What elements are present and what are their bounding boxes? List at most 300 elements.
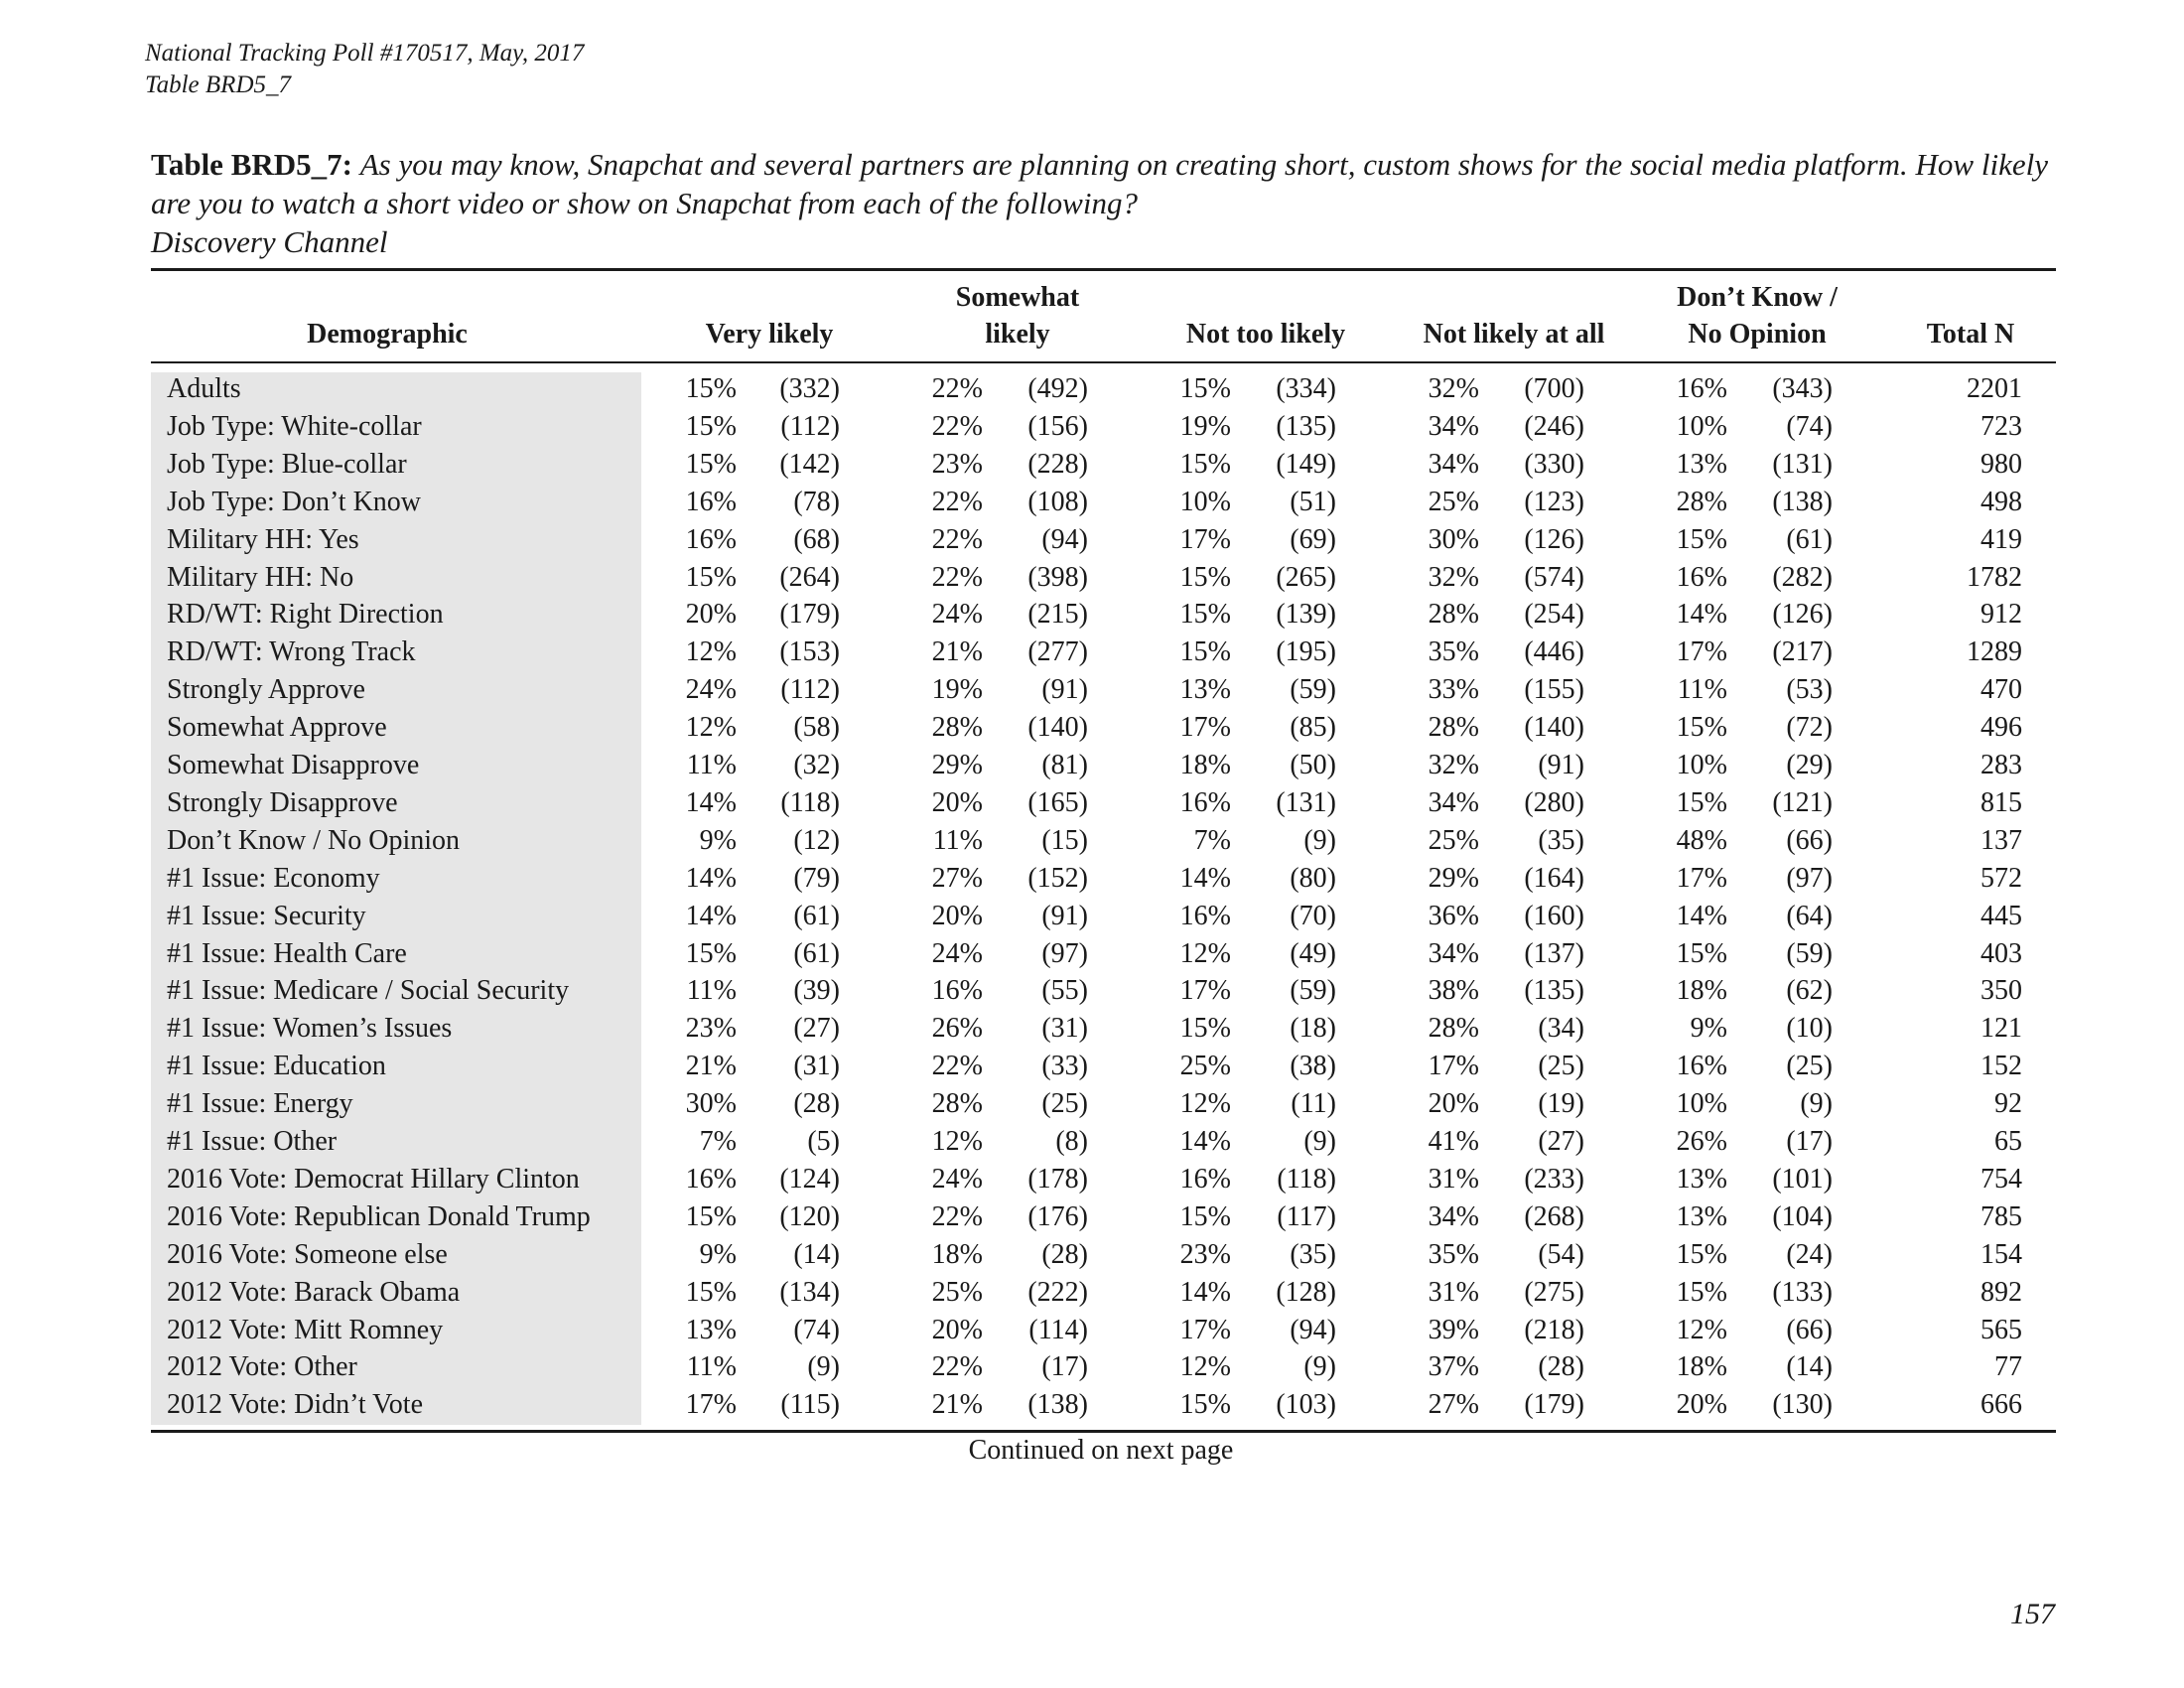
not-too-likely-pct: 12% bbox=[1179, 1351, 1231, 1383]
somewhat-likely-n: (156) bbox=[1027, 410, 1088, 442]
row-label: Adults bbox=[167, 373, 241, 404]
not-likely-at-all-n: (140) bbox=[1524, 712, 1584, 744]
not-likely-at-all-n: (28) bbox=[1538, 1351, 1584, 1383]
not-likely-at-all-n: (268) bbox=[1524, 1200, 1584, 1232]
total-n-value: 565 bbox=[1980, 1314, 2022, 1345]
dont-know-pct: 11% bbox=[1677, 674, 1727, 706]
very-likely-pct: 11% bbox=[686, 975, 737, 1007]
not-likely-at-all-n: (164) bbox=[1524, 862, 1584, 894]
somewhat-likely-n: (108) bbox=[1027, 486, 1088, 517]
not-too-likely-n: (117) bbox=[1277, 1200, 1336, 1232]
not-too-likely-pct: 17% bbox=[1179, 975, 1231, 1007]
not-likely-at-all-n: (218) bbox=[1524, 1314, 1584, 1345]
not-likely-at-all-n: (137) bbox=[1524, 937, 1584, 969]
not-too-likely-n: (103) bbox=[1276, 1389, 1336, 1421]
not-too-likely-pct: 14% bbox=[1179, 862, 1231, 894]
dont-know-pct: 16% bbox=[1676, 1051, 1727, 1082]
dont-know-pct: 14% bbox=[1676, 599, 1727, 631]
not-too-likely-n: (11) bbox=[1291, 1088, 1336, 1120]
row-label: #1 Issue: Women’s Issues bbox=[167, 1013, 453, 1045]
col-dont-know-line2: No Opinion bbox=[1688, 319, 1827, 350]
somewhat-likely-pct: 19% bbox=[931, 674, 983, 706]
table-row bbox=[0, 935, 2184, 973]
table-row bbox=[0, 822, 2184, 860]
not-too-likely-pct: 16% bbox=[1179, 786, 1231, 818]
very-likely-pct: 16% bbox=[685, 1163, 737, 1195]
total-n-value: 137 bbox=[1980, 824, 2022, 856]
total-n-value: 723 bbox=[1980, 410, 2022, 442]
total-n-value: 498 bbox=[1980, 486, 2022, 517]
very-likely-pct: 15% bbox=[685, 1276, 737, 1308]
col-somewhat-likely-line2: likely bbox=[985, 319, 1050, 350]
not-likely-at-all-n: (91) bbox=[1538, 750, 1584, 780]
not-too-likely-n: (9) bbox=[1303, 1126, 1336, 1157]
row-label: Strongly Approve bbox=[167, 674, 365, 706]
very-likely-n: (74) bbox=[793, 1314, 840, 1345]
dont-know-n: (29) bbox=[1786, 750, 1833, 780]
not-too-likely-pct: 14% bbox=[1179, 1126, 1231, 1157]
somewhat-likely-pct: 21% bbox=[931, 636, 983, 668]
not-likely-at-all-pct: 41% bbox=[1428, 1126, 1479, 1157]
table-caption bbox=[151, 145, 2067, 261]
dont-know-n: (9) bbox=[1800, 1088, 1833, 1120]
very-likely-pct: 20% bbox=[685, 599, 737, 631]
not-too-likely-n: (69) bbox=[1290, 523, 1336, 555]
dont-know-pct: 10% bbox=[1676, 410, 1727, 442]
col-not-too-likely: Not too likely bbox=[1185, 319, 1346, 350]
somewhat-likely-pct: 28% bbox=[931, 1088, 983, 1120]
not-too-likely-pct: 12% bbox=[1179, 937, 1231, 969]
dont-know-n: (121) bbox=[1772, 786, 1833, 818]
caption-subtitle: Discovery Channel bbox=[151, 224, 388, 259]
total-n-value: 470 bbox=[1980, 674, 2022, 706]
row-label: Military HH: No bbox=[167, 561, 354, 593]
not-likely-at-all-pct: 35% bbox=[1428, 636, 1479, 668]
header-rule bbox=[151, 361, 2056, 363]
not-likely-at-all-pct: 34% bbox=[1428, 937, 1479, 969]
row-label: Military HH: Yes bbox=[167, 523, 359, 555]
somewhat-likely-n: (33) bbox=[1041, 1051, 1088, 1082]
not-likely-at-all-n: (19) bbox=[1538, 1088, 1584, 1120]
table-id: Table BRD5_7 bbox=[145, 71, 291, 98]
not-likely-at-all-pct: 27% bbox=[1428, 1389, 1479, 1421]
col-dont-know-line1: Don’t Know / bbox=[1677, 282, 1838, 313]
total-n-value: 815 bbox=[1980, 786, 2022, 818]
table-row bbox=[0, 596, 2184, 633]
dont-know-n: (282) bbox=[1772, 561, 1833, 593]
not-too-likely-n: (334) bbox=[1276, 373, 1336, 404]
not-too-likely-n: (131) bbox=[1276, 786, 1336, 818]
row-label: #1 Issue: Health Care bbox=[167, 937, 407, 969]
very-likely-n: (9) bbox=[807, 1351, 840, 1383]
very-likely-n: (134) bbox=[779, 1276, 840, 1308]
not-too-likely-pct: 17% bbox=[1179, 523, 1231, 555]
somewhat-likely-n: (492) bbox=[1027, 373, 1088, 404]
dont-know-pct: 17% bbox=[1676, 636, 1727, 668]
row-label: 2012 Vote: Mitt Romney bbox=[167, 1314, 444, 1345]
somewhat-likely-pct: 22% bbox=[931, 486, 983, 517]
dont-know-pct: 15% bbox=[1676, 786, 1727, 818]
somewhat-likely-n: (140) bbox=[1027, 712, 1088, 744]
dont-know-pct: 18% bbox=[1676, 1351, 1727, 1383]
somewhat-likely-n: (55) bbox=[1041, 975, 1088, 1007]
somewhat-likely-pct: 11% bbox=[932, 824, 983, 856]
not-likely-at-all-n: (280) bbox=[1524, 786, 1584, 818]
somewhat-likely-pct: 22% bbox=[931, 373, 983, 404]
not-too-likely-pct: 12% bbox=[1179, 1088, 1231, 1120]
somewhat-likely-n: (94) bbox=[1041, 523, 1088, 555]
somewhat-likely-n: (222) bbox=[1027, 1276, 1088, 1308]
row-label: #1 Issue: Security bbox=[167, 900, 366, 931]
dont-know-pct: 15% bbox=[1676, 937, 1727, 969]
table-row bbox=[0, 1048, 2184, 1085]
somewhat-likely-pct: 22% bbox=[931, 410, 983, 442]
somewhat-likely-n: (17) bbox=[1041, 1351, 1088, 1383]
not-too-likely-n: (80) bbox=[1290, 862, 1336, 894]
dont-know-pct: 20% bbox=[1676, 1389, 1727, 1421]
very-likely-pct: 15% bbox=[685, 410, 737, 442]
dont-know-pct: 16% bbox=[1676, 561, 1727, 593]
very-likely-n: (61) bbox=[793, 900, 840, 931]
very-likely-pct: 15% bbox=[685, 1200, 737, 1232]
dont-know-pct: 28% bbox=[1676, 486, 1727, 517]
dont-know-pct: 15% bbox=[1676, 523, 1727, 555]
table-row bbox=[0, 860, 2184, 898]
caption-question: As you may know, Snapchat and several partners are planning on creating short, custom shows for the social media platform. How likely are you to watch a short video or show on Snapchat from each of the following? bbox=[151, 147, 2048, 220]
not-likely-at-all-n: (135) bbox=[1524, 975, 1584, 1007]
not-too-likely-pct: 15% bbox=[1179, 636, 1231, 668]
total-n-value: 65 bbox=[1994, 1126, 2022, 1157]
somewhat-likely-n: (91) bbox=[1041, 674, 1088, 706]
somewhat-likely-pct: 24% bbox=[931, 937, 983, 969]
somewhat-likely-n: (8) bbox=[1055, 1126, 1088, 1157]
very-likely-n: (264) bbox=[779, 561, 840, 593]
row-label: Strongly Disapprove bbox=[167, 786, 398, 818]
dont-know-pct: 48% bbox=[1676, 824, 1727, 856]
row-label: Somewhat Disapprove bbox=[167, 750, 420, 780]
dont-know-pct: 13% bbox=[1676, 1163, 1727, 1195]
not-too-likely-n: (35) bbox=[1290, 1238, 1336, 1270]
not-likely-at-all-pct: 35% bbox=[1428, 1238, 1479, 1270]
somewhat-likely-pct: 24% bbox=[931, 599, 983, 631]
col-total-n: Total N bbox=[1926, 319, 2015, 350]
not-likely-at-all-n: (35) bbox=[1538, 824, 1584, 856]
table-row bbox=[0, 633, 2184, 671]
row-label: #1 Issue: Economy bbox=[167, 862, 380, 894]
table-row bbox=[0, 1161, 2184, 1198]
somewhat-likely-n: (176) bbox=[1027, 1200, 1088, 1232]
not-too-likely-pct: 15% bbox=[1179, 1389, 1231, 1421]
not-likely-at-all-n: (330) bbox=[1524, 448, 1584, 480]
not-too-likely-n: (49) bbox=[1290, 937, 1336, 969]
not-too-likely-n: (51) bbox=[1290, 486, 1336, 517]
very-likely-pct: 15% bbox=[685, 937, 737, 969]
not-too-likely-n: (50) bbox=[1290, 750, 1336, 780]
not-likely-at-all-pct: 29% bbox=[1428, 862, 1479, 894]
table-row bbox=[0, 370, 2184, 408]
somewhat-likely-n: (81) bbox=[1041, 750, 1088, 780]
very-likely-pct: 14% bbox=[685, 786, 737, 818]
not-too-likely-n: (9) bbox=[1303, 1351, 1336, 1383]
somewhat-likely-n: (138) bbox=[1027, 1389, 1088, 1421]
table-row bbox=[0, 784, 2184, 822]
not-too-likely-pct: 25% bbox=[1179, 1051, 1231, 1082]
col-somewhat-likely-line1: Somewhat bbox=[955, 282, 1080, 313]
very-likely-n: (153) bbox=[779, 636, 840, 668]
col-not-likely-at-all: Not likely at all bbox=[1423, 319, 1605, 350]
table-row bbox=[0, 972, 2184, 1010]
row-label: Job Type: White-collar bbox=[167, 410, 422, 442]
dont-know-pct: 13% bbox=[1676, 1200, 1727, 1232]
very-likely-pct: 9% bbox=[699, 1238, 737, 1270]
somewhat-likely-n: (398) bbox=[1027, 561, 1088, 593]
dont-know-n: (66) bbox=[1786, 1314, 1833, 1345]
somewhat-likely-n: (25) bbox=[1041, 1088, 1088, 1120]
not-likely-at-all-n: (155) bbox=[1524, 674, 1584, 706]
very-likely-pct: 14% bbox=[685, 862, 737, 894]
not-too-likely-n: (70) bbox=[1290, 900, 1336, 931]
total-n-value: 785 bbox=[1980, 1200, 2022, 1232]
not-too-likely-n: (59) bbox=[1290, 674, 1336, 706]
very-likely-n: (68) bbox=[793, 523, 840, 555]
table-row bbox=[0, 1348, 2184, 1386]
somewhat-likely-pct: 25% bbox=[931, 1276, 983, 1308]
total-n-value: 154 bbox=[1980, 1238, 2022, 1270]
total-n-value: 496 bbox=[1980, 712, 2022, 744]
somewhat-likely-n: (228) bbox=[1027, 448, 1088, 480]
dont-know-n: (138) bbox=[1772, 486, 1833, 517]
page-number: 157 bbox=[2010, 1598, 2055, 1630]
not-likely-at-all-pct: 34% bbox=[1428, 786, 1479, 818]
dont-know-pct: 15% bbox=[1676, 1238, 1727, 1270]
somewhat-likely-n: (28) bbox=[1041, 1238, 1088, 1270]
dont-know-pct: 18% bbox=[1676, 975, 1727, 1007]
not-likely-at-all-n: (54) bbox=[1538, 1238, 1584, 1270]
not-likely-at-all-n: (446) bbox=[1524, 636, 1584, 668]
table-row bbox=[0, 484, 2184, 521]
not-too-likely-n: (139) bbox=[1276, 599, 1336, 631]
very-likely-n: (112) bbox=[780, 674, 840, 706]
very-likely-pct: 11% bbox=[686, 1351, 737, 1383]
very-likely-pct: 15% bbox=[685, 448, 737, 480]
not-too-likely-pct: 15% bbox=[1179, 1200, 1231, 1232]
somewhat-likely-n: (91) bbox=[1041, 900, 1088, 931]
dont-know-n: (104) bbox=[1772, 1200, 1833, 1232]
not-too-likely-pct: 16% bbox=[1179, 1163, 1231, 1195]
not-likely-at-all-pct: 31% bbox=[1428, 1276, 1479, 1308]
not-likely-at-all-pct: 34% bbox=[1428, 410, 1479, 442]
total-n-value: 666 bbox=[1980, 1389, 2022, 1421]
dont-know-pct: 13% bbox=[1676, 448, 1727, 480]
dont-know-n: (62) bbox=[1786, 975, 1833, 1007]
row-label: Job Type: Blue-collar bbox=[167, 448, 407, 480]
very-likely-n: (179) bbox=[779, 599, 840, 631]
very-likely-pct: 30% bbox=[685, 1088, 737, 1120]
very-likely-pct: 11% bbox=[686, 750, 737, 780]
very-likely-n: (124) bbox=[779, 1163, 840, 1195]
somewhat-likely-n: (178) bbox=[1027, 1163, 1088, 1195]
somewhat-likely-pct: 20% bbox=[931, 900, 983, 931]
dont-know-pct: 12% bbox=[1676, 1314, 1727, 1345]
table-row bbox=[0, 1085, 2184, 1123]
not-too-likely-pct: 18% bbox=[1179, 750, 1231, 780]
very-likely-pct: 12% bbox=[685, 636, 737, 668]
col-very-likely: Very likely bbox=[705, 319, 834, 350]
not-too-likely-pct: 13% bbox=[1179, 674, 1231, 706]
not-likely-at-all-n: (34) bbox=[1538, 1013, 1584, 1045]
very-likely-pct: 21% bbox=[685, 1051, 737, 1082]
table-row bbox=[0, 408, 2184, 446]
poll-title: National Tracking Poll #170517, May, 2017 bbox=[145, 40, 585, 67]
not-likely-at-all-n: (160) bbox=[1524, 900, 1584, 931]
not-likely-at-all-n: (246) bbox=[1524, 410, 1584, 442]
caption-lead: Table BRD5_7: bbox=[151, 147, 352, 182]
somewhat-likely-pct: 23% bbox=[931, 448, 983, 480]
dont-know-n: (66) bbox=[1786, 824, 1833, 856]
not-too-likely-pct: 7% bbox=[1193, 824, 1231, 856]
not-too-likely-n: (265) bbox=[1276, 561, 1336, 593]
not-too-likely-n: (118) bbox=[1277, 1163, 1336, 1195]
table-row bbox=[0, 898, 2184, 935]
not-likely-at-all-pct: 20% bbox=[1428, 1088, 1479, 1120]
very-likely-pct: 23% bbox=[685, 1013, 737, 1045]
dont-know-pct: 15% bbox=[1676, 1276, 1727, 1308]
total-n-value: 283 bbox=[1980, 750, 2022, 780]
not-likely-at-all-n: (179) bbox=[1524, 1389, 1584, 1421]
total-n-value: 350 bbox=[1980, 975, 2022, 1007]
not-likely-at-all-pct: 31% bbox=[1428, 1163, 1479, 1195]
total-n-value: 572 bbox=[1980, 862, 2022, 894]
dont-know-pct: 15% bbox=[1676, 712, 1727, 744]
somewhat-likely-pct: 12% bbox=[931, 1126, 983, 1157]
dont-know-n: (72) bbox=[1786, 712, 1833, 744]
table-row bbox=[0, 1312, 2184, 1349]
very-likely-pct: 7% bbox=[699, 1126, 737, 1157]
very-likely-n: (39) bbox=[793, 975, 840, 1007]
somewhat-likely-pct: 20% bbox=[931, 786, 983, 818]
very-likely-pct: 15% bbox=[685, 373, 737, 404]
somewhat-likely-pct: 21% bbox=[931, 1389, 983, 1421]
total-n-value: 754 bbox=[1980, 1163, 2022, 1195]
very-likely-n: (78) bbox=[793, 486, 840, 517]
dont-know-n: (64) bbox=[1786, 900, 1833, 931]
total-n-value: 980 bbox=[1980, 448, 2022, 480]
dont-know-pct: 9% bbox=[1690, 1013, 1727, 1045]
not-too-likely-n: (18) bbox=[1290, 1013, 1336, 1045]
row-label: 2012 Vote: Didn’t Vote bbox=[167, 1389, 424, 1421]
not-too-likely-n: (94) bbox=[1290, 1314, 1336, 1345]
very-likely-n: (332) bbox=[779, 373, 840, 404]
total-n-value: 92 bbox=[1994, 1088, 2022, 1120]
somewhat-likely-n: (277) bbox=[1027, 636, 1088, 668]
dont-know-pct: 10% bbox=[1676, 1088, 1727, 1120]
not-too-likely-pct: 16% bbox=[1179, 900, 1231, 931]
somewhat-likely-pct: 22% bbox=[931, 1351, 983, 1383]
not-likely-at-all-pct: 36% bbox=[1428, 900, 1479, 931]
not-likely-at-all-pct: 38% bbox=[1428, 975, 1479, 1007]
somewhat-likely-pct: 26% bbox=[931, 1013, 983, 1045]
dont-know-pct: 26% bbox=[1676, 1126, 1727, 1157]
somewhat-likely-pct: 27% bbox=[931, 862, 983, 894]
row-label: RD/WT: Wrong Track bbox=[167, 636, 416, 668]
very-likely-n: (12) bbox=[793, 824, 840, 856]
table-row bbox=[0, 1010, 2184, 1048]
not-too-likely-n: (128) bbox=[1276, 1276, 1336, 1308]
very-likely-n: (120) bbox=[779, 1200, 840, 1232]
not-likely-at-all-pct: 32% bbox=[1428, 561, 1479, 593]
table-row bbox=[0, 1236, 2184, 1274]
not-too-likely-n: (135) bbox=[1276, 410, 1336, 442]
somewhat-likely-pct: 29% bbox=[931, 750, 983, 780]
not-too-likely-pct: 15% bbox=[1179, 1013, 1231, 1045]
not-too-likely-n: (85) bbox=[1290, 712, 1336, 744]
not-likely-at-all-pct: 33% bbox=[1428, 674, 1479, 706]
very-likely-pct: 13% bbox=[685, 1314, 737, 1345]
not-likely-at-all-n: (700) bbox=[1524, 373, 1584, 404]
not-likely-at-all-n: (123) bbox=[1524, 486, 1584, 517]
not-too-likely-pct: 17% bbox=[1179, 1314, 1231, 1345]
very-likely-n: (142) bbox=[779, 448, 840, 480]
not-likely-at-all-n: (275) bbox=[1524, 1276, 1584, 1308]
somewhat-likely-pct: 18% bbox=[931, 1238, 983, 1270]
not-likely-at-all-n: (126) bbox=[1524, 523, 1584, 555]
not-likely-at-all-pct: 32% bbox=[1428, 750, 1479, 780]
somewhat-likely-pct: 28% bbox=[931, 712, 983, 744]
row-label: #1 Issue: Education bbox=[167, 1051, 386, 1082]
dont-know-pct: 17% bbox=[1676, 862, 1727, 894]
not-too-likely-pct: 15% bbox=[1179, 373, 1231, 404]
not-likely-at-all-n: (233) bbox=[1524, 1163, 1584, 1195]
total-n-value: 152 bbox=[1980, 1051, 2022, 1082]
not-too-likely-pct: 15% bbox=[1179, 448, 1231, 480]
continued-note: Continued on next page bbox=[968, 1435, 1234, 1466]
table-row bbox=[0, 1198, 2184, 1236]
somewhat-likely-n: (152) bbox=[1027, 862, 1088, 894]
not-likely-at-all-n: (574) bbox=[1524, 561, 1584, 593]
table-row bbox=[0, 1274, 2184, 1312]
dont-know-n: (131) bbox=[1772, 448, 1833, 480]
not-too-likely-n: (38) bbox=[1290, 1051, 1336, 1082]
somewhat-likely-pct: 24% bbox=[931, 1163, 983, 1195]
total-n-value: 912 bbox=[1980, 599, 2022, 631]
total-n-value: 2201 bbox=[1967, 373, 2022, 404]
very-likely-n: (79) bbox=[793, 862, 840, 894]
not-too-likely-n: (59) bbox=[1290, 975, 1336, 1007]
not-too-likely-pct: 17% bbox=[1179, 712, 1231, 744]
row-label: Job Type: Don’t Know bbox=[167, 486, 422, 517]
very-likely-pct: 9% bbox=[699, 824, 737, 856]
row-label: Somewhat Approve bbox=[167, 712, 387, 744]
very-likely-pct: 24% bbox=[685, 674, 737, 706]
very-likely-pct: 15% bbox=[685, 561, 737, 593]
dont-know-pct: 10% bbox=[1676, 750, 1727, 780]
very-likely-pct: 16% bbox=[685, 523, 737, 555]
somewhat-likely-pct: 16% bbox=[931, 975, 983, 1007]
not-likely-at-all-pct: 28% bbox=[1428, 712, 1479, 744]
not-likely-at-all-pct: 28% bbox=[1428, 599, 1479, 631]
very-likely-n: (27) bbox=[793, 1013, 840, 1045]
row-label: #1 Issue: Medicare / Social Security bbox=[167, 975, 570, 1007]
table-row bbox=[0, 559, 2184, 597]
very-likely-n: (5) bbox=[807, 1126, 840, 1157]
table-row bbox=[0, 671, 2184, 709]
dont-know-n: (133) bbox=[1772, 1276, 1833, 1308]
row-label: 2012 Vote: Barack Obama bbox=[167, 1276, 461, 1308]
dont-know-n: (101) bbox=[1772, 1163, 1833, 1195]
not-likely-at-all-pct: 28% bbox=[1428, 1013, 1479, 1045]
very-likely-n: (28) bbox=[793, 1088, 840, 1120]
col-demographic: Demographic bbox=[307, 319, 468, 350]
